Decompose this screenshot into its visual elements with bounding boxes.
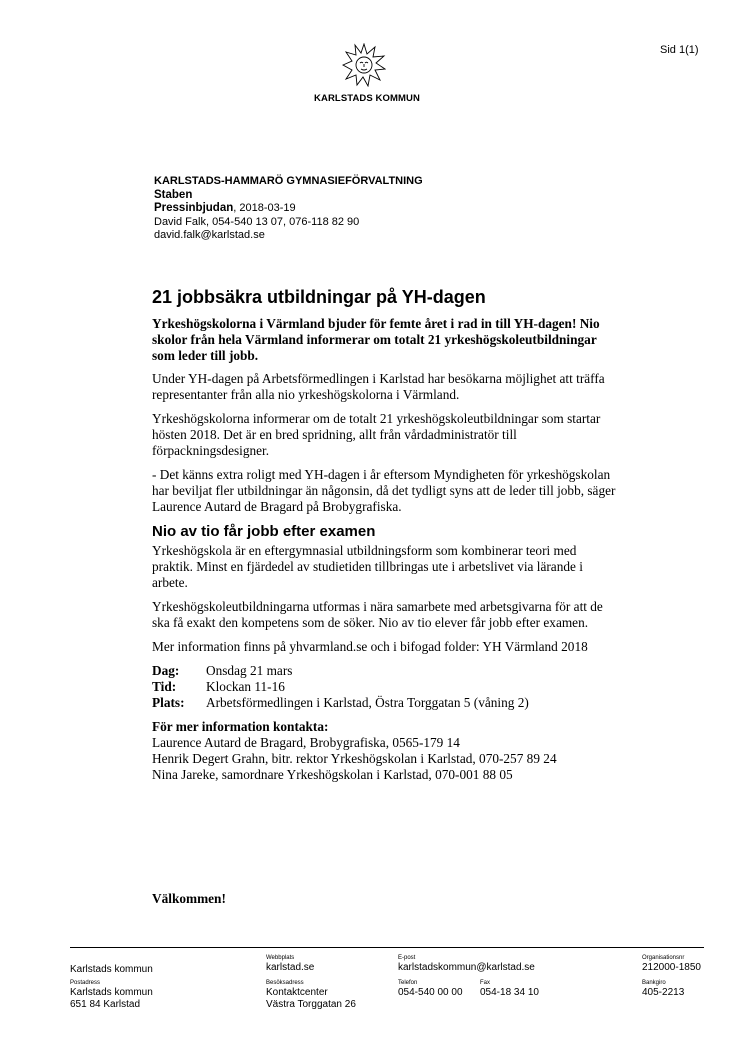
footer-email-value: karlstadskommun@karlstad.se bbox=[398, 962, 535, 973]
doc-type: Pressinbjudan bbox=[154, 202, 234, 214]
footer-fax bbox=[480, 980, 539, 999]
headline: 21 jobbsäkra utbildningar på YH-dagen bbox=[152, 287, 486, 307]
contact-line: David Falk, 054-540 13 07, 076-118 82 90 bbox=[154, 215, 360, 228]
contacts-heading: För mer information kontakta: bbox=[152, 719, 329, 734]
footer-visit-line1: Kontaktcenter bbox=[266, 987, 328, 998]
footer-bank bbox=[642, 980, 684, 999]
unit-name: Staben bbox=[154, 188, 193, 201]
subheading: Nio av tio får jobb efter examen bbox=[152, 523, 376, 540]
footer-visit-label: Besöksadress bbox=[266, 980, 304, 986]
event-value: Onsdag 21 mars bbox=[206, 663, 293, 678]
sender-block bbox=[154, 175, 423, 243]
press-release-body bbox=[152, 286, 617, 783]
footer-phone-label: Telefon bbox=[398, 980, 418, 986]
footer-postal-label: Postadress bbox=[70, 980, 101, 986]
footer-visit bbox=[266, 980, 356, 1011]
contact-person: Laurence Autard de Bragard, Brobygrafiska, 0565-179 14 bbox=[152, 735, 460, 750]
contact-person: Henrik Degert Grahn, bitr. rektor Yrkeshögskolan i Karlstad, 070-257 89 24 bbox=[152, 751, 557, 766]
paragraph: Mer information finns på yhvarmland.se och i bifogad folder: YH Värmland 2018 bbox=[152, 639, 588, 654]
paragraph: Under YH-dagen på Arbetsförmedlingen i Karlstad har besökarna möjlighet att träffa representanter från alla nio yrkeshögskolorna i Värmland. bbox=[152, 371, 605, 402]
footer-web bbox=[266, 955, 314, 974]
footer-orgnr bbox=[642, 955, 701, 974]
footer-orgnr-value: 212000-1850 bbox=[642, 962, 701, 973]
footer-bank-value: 405-2213 bbox=[642, 987, 685, 998]
page-number: Sid 1(1) bbox=[660, 44, 699, 56]
footer-web-label: Webbplats bbox=[266, 955, 295, 961]
welcome-text: Välkommen! bbox=[152, 891, 226, 906]
contact-person: Nina Jareke, samordnare Yrkeshögskolan i Karlstad, 070-001 88 05 bbox=[152, 767, 513, 782]
footer-phone-value: 054-540 00 00 bbox=[398, 987, 463, 998]
doc-type-line bbox=[154, 202, 423, 216]
lead-paragraph: Yrkeshögskolorna i Värmland bjuder för femte året i rad in till YH-dagen! Nio skolor från hela Värmland informerar om totalt 21 yrkeshögskoleutbildningar som leder till jobb. bbox=[152, 316, 600, 363]
footer-org bbox=[70, 964, 153, 976]
paragraph: Yrkeshögskoleutbildningarna utformas i nära samarbete med arbetsgivarna för att de ska få exakt den kompetens som de söker. Nio av tio elever får jobb efter examen. bbox=[152, 599, 603, 630]
footer-fax-label: Fax bbox=[480, 980, 491, 986]
footer-divider bbox=[70, 947, 704, 948]
event-key: Tid: bbox=[152, 679, 177, 694]
footer-email bbox=[398, 955, 535, 974]
footer-bank-label: Bankgiro bbox=[642, 980, 666, 986]
paragraph: Yrkeshögskolorna informerar om de totalt 21 yrkeshögskoleutbildningar som startar hösten 2018. Det är en bred spridning, allt från vårdadministratör till förpackningsdesigner. bbox=[152, 411, 601, 458]
department-name: KARLSTADS-HAMMARÖ GYMNASIEFÖRVALTNING bbox=[154, 175, 423, 187]
event-value: Arbetsförmedlingen i Karlstad, Östra Torggatan 5 (våning 2) bbox=[206, 695, 529, 710]
event-key: Plats: bbox=[152, 695, 185, 710]
footer-web-value: karlstad.se bbox=[266, 962, 315, 973]
event-value: Klockan 11-16 bbox=[206, 679, 285, 694]
doc-date: , 2018-03-19 bbox=[233, 202, 296, 214]
event-row bbox=[152, 695, 529, 711]
event-key: Dag: bbox=[152, 663, 180, 678]
event-row bbox=[152, 663, 529, 679]
footer-fax-value: 054-18 34 10 bbox=[480, 987, 539, 998]
footer-visit-line2: Västra Torggatan 26 bbox=[266, 999, 356, 1010]
footer-org-name: Karlstads kommun bbox=[70, 964, 153, 975]
event-details bbox=[152, 663, 529, 711]
paragraph: - Det känns extra roligt med YH-dagen i år eftersom Myndigheten för yrkeshögskolan har beviljat fler utbildningar än någonsin, då det tydligt syns att de leder till jobb, säger Laurence Autard de Bragard på Brobygrafiska. bbox=[152, 467, 616, 514]
footer-postal-line1: Karlstads kommun bbox=[70, 987, 153, 998]
footer-postal bbox=[70, 980, 153, 1011]
contacts-block bbox=[152, 719, 617, 783]
sun-emblem-icon bbox=[342, 43, 386, 87]
contact-email: david.falk@karlstad.se bbox=[154, 229, 265, 241]
footer-email-label: E-post bbox=[398, 955, 416, 961]
event-row bbox=[152, 679, 529, 695]
paragraph: Yrkeshögskola är en eftergymnasial utbildningsform som kombinerar teori med praktik. Minst en fjärdedel av studietiden tillbringas ute i arbetslivet via lärande i arbete. bbox=[152, 543, 583, 590]
footer-postal-line2: 651 84 Karlstad bbox=[70, 999, 141, 1010]
logo-wordmark: KARLSTADS KOMMUN bbox=[314, 93, 420, 104]
footer-phone bbox=[398, 980, 463, 999]
footer-orgnr-label: Organisationsnr bbox=[642, 955, 685, 961]
